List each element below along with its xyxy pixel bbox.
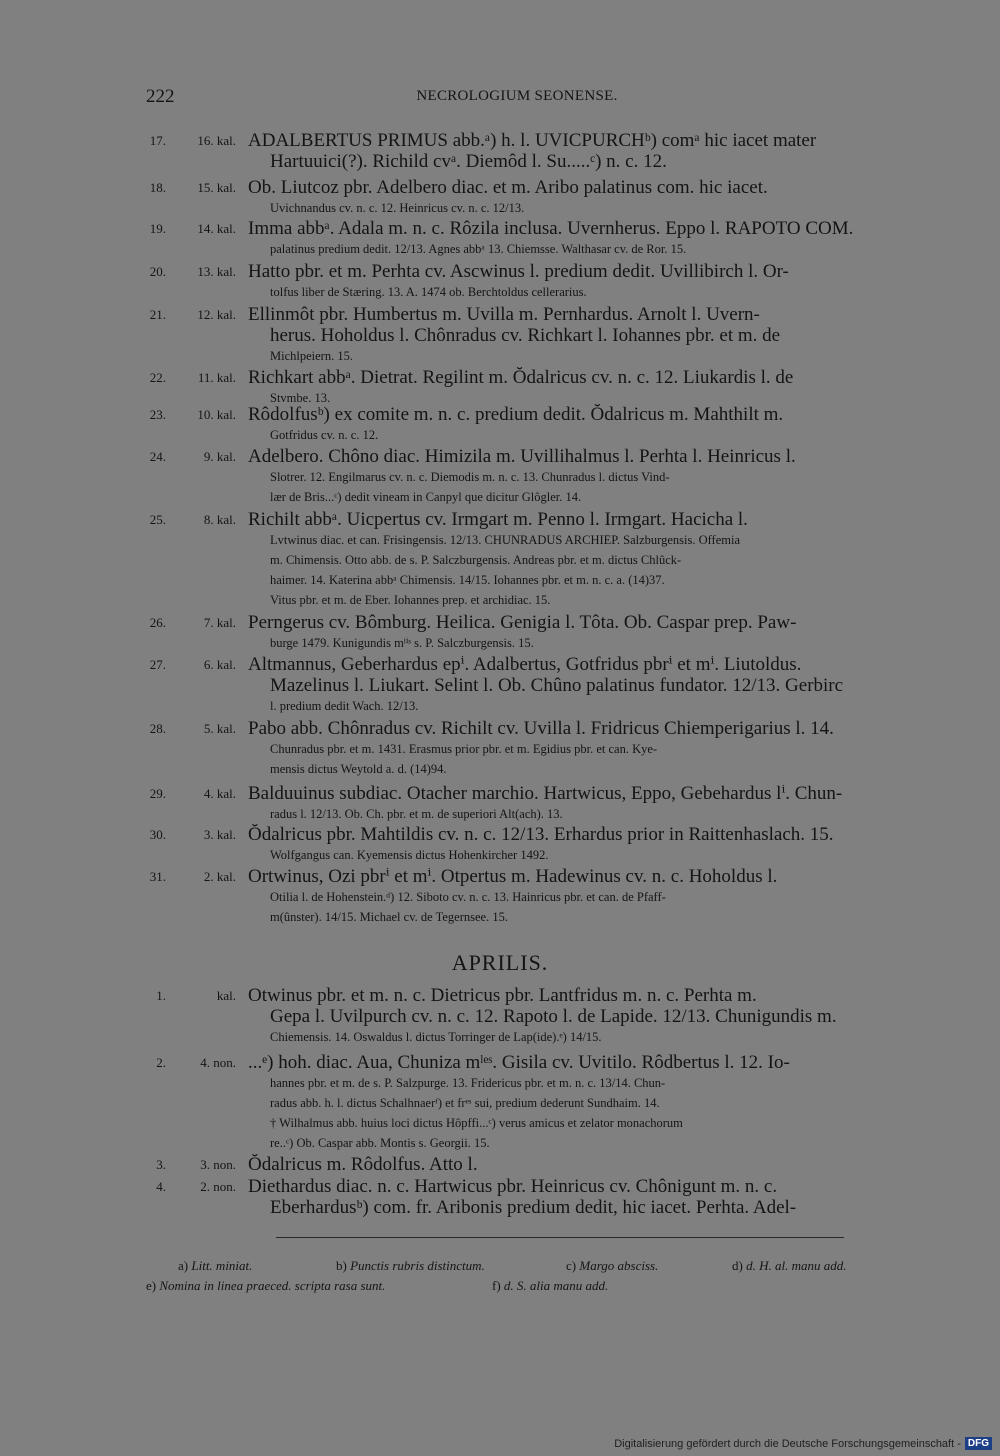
entry-line: Altmannus, Geberhardus epⁱ. Adalbertus, Gotfridus pbrⁱ et mⁱ. Liutoldus. [248, 654, 802, 675]
entry-line: Otilia l. de Hohenstein.ᵈ) 12. Siboto cv. n. c. 13. Hainricus pbr. et can. de Pfaff- [270, 890, 666, 904]
footnote-mark: b) [336, 1258, 347, 1273]
entry-line: haimer. 14. Katerina abbᵃ Chimensis. 14/15. Iohannes pbr. et m. n. c. a. (14)37. [270, 573, 665, 587]
entry-text [248, 509, 890, 610]
entry-line: Pabo abb. Chônradus cv. Richilt cv. Uvilla l. Fridricus Chiemperigarius l. 14. [248, 718, 834, 739]
entry-day-number: 25. [149, 512, 166, 527]
entry-text [248, 824, 890, 865]
entry-line: Ob. Liutcoz pbr. Adelbero diac. et m. Aribo palatinus com. hic iacet. [248, 177, 768, 198]
entry-line: Chunradus pbr. et m. 1431. Erasmus prior pbr. et m. Egidius pbr. et can. Kye- [270, 742, 658, 756]
entry-day-number: 3. [156, 1157, 166, 1172]
entry-line: Ŏdalricus pbr. Mahtildis cv. n. c. 12/13. Erhardus prior in Raittenhaslach. 15. [248, 824, 834, 845]
entry-line: lær de Bris...ᶜ) dedit vineam in Canpyl que dicitur Glôgler. 14. [270, 490, 582, 504]
entry-line: † Wilhalmus abb. huius loci dictus Hôpffi...ᶜ) verus amicus et zelator monachorum [270, 1116, 683, 1130]
footnote-f [492, 1278, 608, 1294]
footnote-e [146, 1278, 385, 1294]
entry-text [248, 177, 890, 218]
entry-text [248, 866, 890, 927]
footnote-c [566, 1258, 658, 1274]
entry-line: Richkart abbᵃ. Dietrat. Regilint m. Ŏdalricus cv. n. c. 12. Liukardis l. de [248, 367, 794, 388]
running-title: NECROLOGIUM SEONENSE. [416, 88, 618, 104]
entry-date: 12. kal. [197, 307, 236, 322]
entry-line: Adelbero. Chôno diac. Himizila m. Uvillihalmus l. Perhta l. Heinricus l. [248, 446, 796, 467]
entry-line: radus l. 12/13. Ob. Ch. pbr. et m. de superiori Alt(ach). 13. [270, 807, 563, 821]
footnote-text: Punctis rubris distinctum. [350, 1258, 485, 1273]
entry-day-number: 29. [149, 786, 166, 801]
entry-day-number: 2. [156, 1055, 166, 1070]
entry-date: 14. kal. [197, 221, 236, 236]
entry-date: 9. kal. [203, 449, 236, 464]
footnote-mark: f) [492, 1278, 501, 1293]
page-number: 222 [146, 86, 175, 107]
entry-line: Rôdolfusᵇ) ex comite m. n. c. predium dedit. Ŏdalricus m. Mahthilt m. [248, 404, 784, 425]
entry-day-number: 30. [149, 827, 166, 842]
entry-line: Hatto pbr. et m. Perhta cv. Ascwinus l. predium dedit. Uvillibirch l. Or- [248, 261, 789, 282]
dfg-credit-bar [614, 1437, 992, 1450]
footnote-mark: d) [732, 1258, 743, 1273]
entry-day-number: 26. [149, 615, 166, 630]
entry-line: tolfus liber de Stæring. 13. A. 1474 ob. Berchtoldus cellerarius. [270, 285, 587, 299]
footnote-text: Litt. miniat. [191, 1258, 253, 1273]
entry-text [248, 446, 890, 507]
footnote-line-2 [146, 1278, 892, 1298]
entry-day-number: 18. [149, 180, 166, 195]
entry-date: 11. kal. [197, 370, 236, 385]
entry-day-number: 27. [149, 657, 166, 672]
entry-line: m(ûnster). 14/15. Michael cv. de Tegernsee. 15. [270, 910, 508, 924]
entry-line: burge 1479. Kunigundis mˡⁱˢ s. P. Salczburgensis. 15. [270, 636, 534, 650]
entry-line: m. Chimensis. Otto abb. de s. P. Salczburgensis. Andreas pbr. et m. dictus Chlûck- [270, 553, 682, 567]
footnote-text: d. S. alia manu add. [503, 1278, 609, 1293]
entry-date: 3. kal. [203, 827, 236, 842]
entry-day-number: 31. [149, 869, 166, 884]
entry-text [248, 304, 890, 366]
footnote-mark: a) [178, 1258, 189, 1273]
entry-line: Hartuuici(?). Richild cvᵃ. Diemôd l. Su.....ᶜ) n. c. 12. [270, 151, 667, 172]
footnote-a [178, 1258, 252, 1274]
entry-line: Richilt abbᵃ. Uicpertus cv. Irmgart m. Penno l. Irmgart. Hacicha l. [248, 509, 748, 530]
entry-day-number: 21. [149, 307, 166, 322]
entry-line: Vitus pbr. et m. de Eber. Iohannes prep. et archidiac. 15. [270, 593, 551, 607]
entry-text [248, 1176, 890, 1218]
entry-text [248, 1154, 890, 1175]
footnote-mark: c) [566, 1258, 577, 1273]
entry-date: 10. kal. [197, 407, 236, 422]
entry-line: Gotfridus cv. n. c. 12. [270, 428, 379, 442]
entry-date: 13. kal. [197, 264, 236, 279]
entry-line: Lvtwinus diac. et can. Frisingensis. 12/13. CHUNRADUS ARCHIEP. Salzburgensis. Offemia [270, 533, 741, 547]
entry-date: 4. non. [200, 1055, 236, 1070]
entry-date: 6. kal. [203, 657, 236, 672]
entry-text [248, 654, 890, 716]
entry-line: ADALBERTUS PRIMUS abb.ᵃ) h. l. UVICPURCHᵇ) comᵃ hic iacet mater [248, 130, 817, 151]
entry-line: Imma abbᵃ. Adala m. n. c. Rôzila inclusa. Uvernherus. Eppo l. RAPOTO COM. [248, 218, 854, 239]
section-title: APRILIS. [451, 950, 549, 975]
entry-date: 15. kal. [197, 180, 236, 195]
footnote-rule [276, 1237, 844, 1238]
footnote-b [336, 1258, 485, 1274]
entry-date: 2. non. [200, 1179, 236, 1194]
entry-date: 7. kal. [203, 615, 236, 630]
footnote-text: d. H. al. manu add. [746, 1258, 847, 1273]
entry-line: Perngerus cv. Bômburg. Heilica. Genigia l. Tôta. Ob. Caspar prep. Paw- [248, 612, 797, 633]
entry-day-number: 24. [149, 449, 166, 464]
entry-day-number: 4. [156, 1179, 166, 1194]
entry-date: 16. kal. [197, 133, 236, 148]
entry-line: Chiemensis. 14. Oswaldus l. dictus Torringer de Lap(ide).ᵉ) 14/15. [270, 1030, 602, 1044]
entry-day-number: 23. [149, 407, 166, 422]
entry-line: Ŏdalricus m. Rôdolfus. Atto l. [248, 1154, 478, 1175]
entry-text [248, 261, 890, 302]
entry-line: Stvmbe. 13. [270, 391, 331, 405]
entry-line: hannes pbr. et m. de s. P. Salzpurge. 13. Fridericus pbr. et m. n. c. 13/14. Chun- [270, 1076, 666, 1090]
entry-date: 4. kal. [203, 786, 236, 801]
entry-text [248, 404, 890, 445]
footnote-d [732, 1258, 846, 1274]
entry-date: 2. kal. [203, 869, 236, 884]
entry-day-number: 20. [149, 264, 166, 279]
entry-line: radus abb. h. l. dictus Schalhnaerᶠ) et frᵉˢ sui, predium dederunt Sundhaim. 14. [270, 1096, 660, 1110]
entry-date: kal. [216, 988, 236, 1003]
entry-line: Otwinus pbr. et m. n. c. Dietricus pbr. Lantfridus m. n. c. Perhta m. [248, 985, 757, 1006]
entry-line: Slotrer. 12. Engilmarus cv. n. c. Diemodis m. n. c. 13. Chunradus l. dictus Vind- [270, 470, 670, 484]
footnote-text: Nomina in linea praeced. scripta rasa sunt. [159, 1278, 386, 1293]
entry-text [248, 130, 890, 172]
footnote-text: Margo absciss. [579, 1258, 659, 1273]
entry-line: Mazelinus l. Liukart. Selint l. Ob. Chûno palatinus fundator. 12/13. Gerbirc [270, 675, 844, 696]
entry-text [248, 218, 890, 259]
entry-day-number: 28. [149, 721, 166, 736]
entry-text [248, 985, 890, 1047]
entry-date: 5. kal. [203, 721, 236, 736]
entry-line: Uvichnandus cv. n. c. 12. Heinricus cv. n. c. 12/13. [270, 201, 525, 215]
entry-date: 3. non. [200, 1157, 236, 1172]
entry-line: l. predium dedit Wach. 12/13. [270, 699, 419, 713]
footnote-mark: e) [146, 1278, 157, 1293]
entry-text [248, 367, 890, 408]
entry-line: Ortwinus, Ozi pbrⁱ et mⁱ. Otpertus m. Hadewinus cv. n. c. Hoholdus l. [248, 866, 778, 887]
entry-date: 8. kal. [203, 512, 236, 527]
entry-text [248, 612, 890, 653]
entry-line: Gepa l. Uvilpurch cv. n. c. 12. Rapoto l. de Lapide. 12/13. Chunigundis m. [270, 1006, 837, 1027]
entry-line: herus. Hoholdus l. Chônradus cv. Richkart l. Iohannes pbr. et m. de [270, 325, 781, 346]
entry-line: Michlpeiern. 15. [270, 349, 353, 363]
entry-line: Wolfgangus can. Kyemensis dictus Hohenkircher 1492. [270, 848, 549, 862]
entry-line: Eberhardusᵇ) com. fr. Aribonis predium dedit, hic iacet. Perhta. Adel- [270, 1197, 797, 1218]
entry-day-number: 22. [149, 370, 166, 385]
entry-text [248, 783, 890, 824]
entry-text [248, 1052, 890, 1153]
entry-line: Balduuinus subdiac. Otacher marchio. Hartwicus, Eppo, Gebehardus lⁱ. Chun- [248, 783, 843, 804]
entry-line: mensis dictus Weytold a. d. (14)94. [270, 762, 447, 776]
footnote-line-1 [146, 1258, 892, 1278]
dfg-credit-text: Digitalisierung gefördert durch die Deutsche Forschungsgemeinschaft - [614, 1437, 961, 1450]
entry-line: palatinus predium dedit. 12/13. Agnes abbᵃ 13. Chiemsse. Walthasar cv. de Ror. 15. [270, 242, 687, 256]
entry-text [248, 718, 890, 779]
page-header [146, 86, 888, 110]
entry-day-number: 19. [149, 221, 166, 236]
entry-day-number: 1. [156, 988, 166, 1003]
entry-line: Diethardus diac. n. c. Hartwicus pbr. Heinricus cv. Chônigunt m. n. c. [248, 1176, 778, 1197]
dfg-logo: DFG [965, 1437, 992, 1450]
entry-line: re..ᶜ) Ob. Caspar abb. Montis s. Georgii. 15. [270, 1136, 490, 1150]
entry-line: ...ᵉ) hoh. diac. Aua, Chuniza mˡᵉˢ. Gisila cv. Uvitilo. Rôdbertus l. 12. Io- [248, 1052, 790, 1073]
entry-day-number: 17. [149, 133, 166, 148]
entry-line: Ellinmôt pbr. Humbertus m. Uvilla m. Pernhardus. Arnolt l. Uvern- [248, 304, 760, 325]
